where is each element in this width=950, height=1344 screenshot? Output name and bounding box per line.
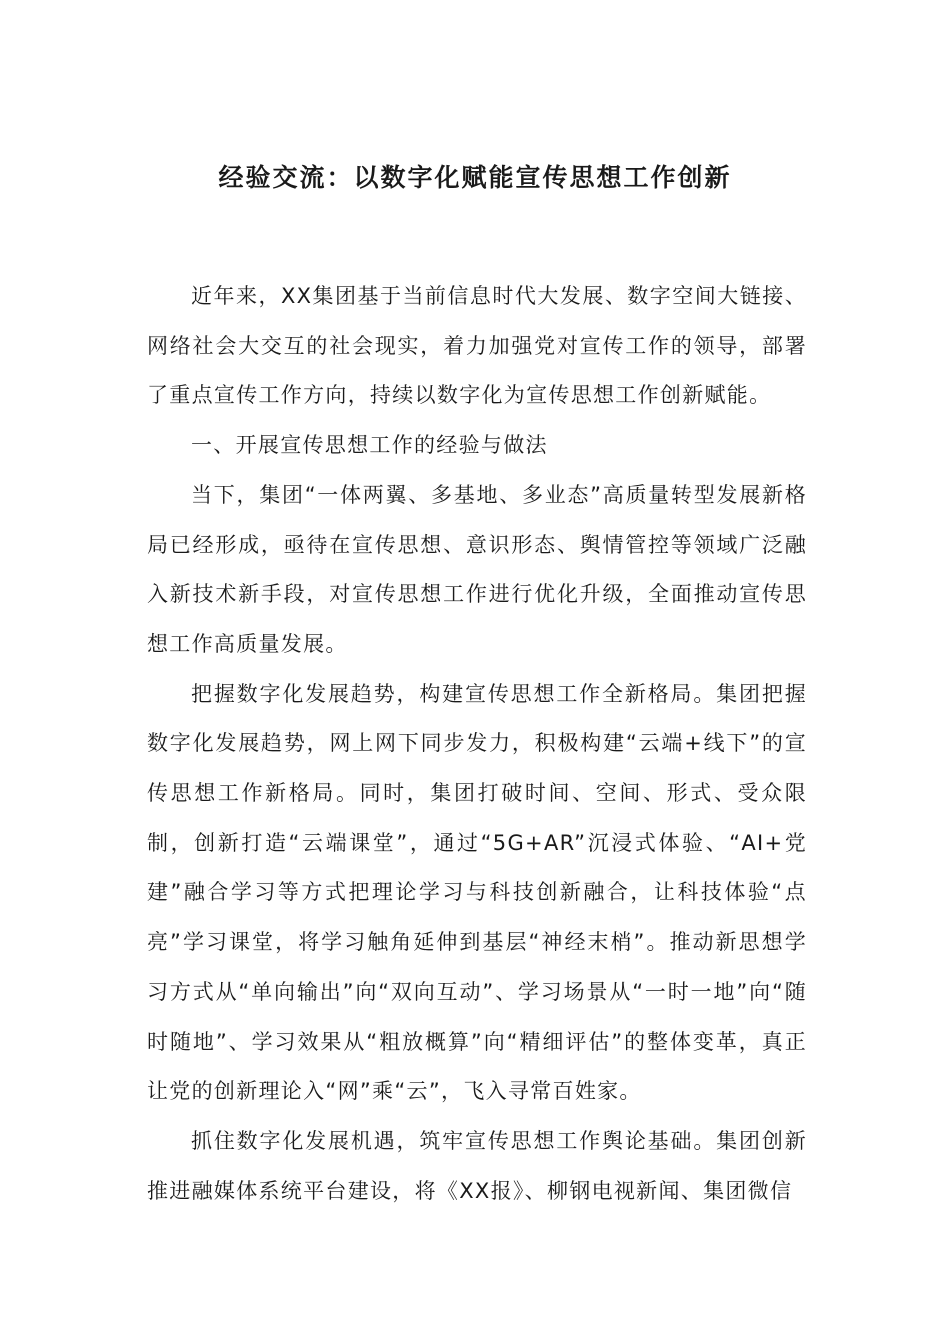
document-title: 经验交流：以数字化赋能宣传思想工作创新 — [218, 163, 732, 192]
paragraph-current-situation: 当下，集团“一体两翼、多基地、多业态”高质量转型发展新格局已经形成，亟待在宣传思想、意识形态、舆情管控等领域广泛融入新技术新手段，对宣传思想工作进行优化升级，全面推动宣传思想工作高质量发展。 — [147, 482, 807, 656]
paragraph-digital-opportunity: 抓住数字化发展机遇，筑牢宣传思想工作舆论基础。集团创新推进融媒体系统平台建设，将《XX报》、柳钢电视新闻、集团微信 — [147, 1128, 807, 1203]
paragraph-digital-trend: 把握数字化发展趋势，构建宣传思想工作全新格局。集团把握数字化发展趋势，网上网下同步发力，积极构建“云端+线下”的宣传思想工作新格局。同时，集团打破时间、空间、形式、受众限制，创新打造“云端课堂”，通过“5G+AR”沉浸式体验、“AI+党建”融合学习等方式把理论学习与科技创新融合，让科技体验“点亮”学习课堂，将学习触角延伸到基层“神经末梢”。推动新思想学习方式从“单向输出”向“双向互动”、学习场景从“一时一地”向“随时随地”、学习效果从“粗放概算”向“精细评估”的整体变革，真正让党的创新理论入“网”乘“云”，飞入寻常百姓家。 — [147, 681, 807, 1104]
section-heading-1: 一、开展宣传思想工作的经验与做法 — [191, 433, 548, 458]
document-body — [147, 272, 807, 1216]
paragraph-intro: 近年来，XX集团基于当前信息时代大发展、数字空间大链接、网络社会大交互的社会现实，着力加强党对宣传工作的领导，部署了重点宣传工作方向，持续以数字化为宣传思想工作创新赋能。 — [147, 284, 807, 408]
